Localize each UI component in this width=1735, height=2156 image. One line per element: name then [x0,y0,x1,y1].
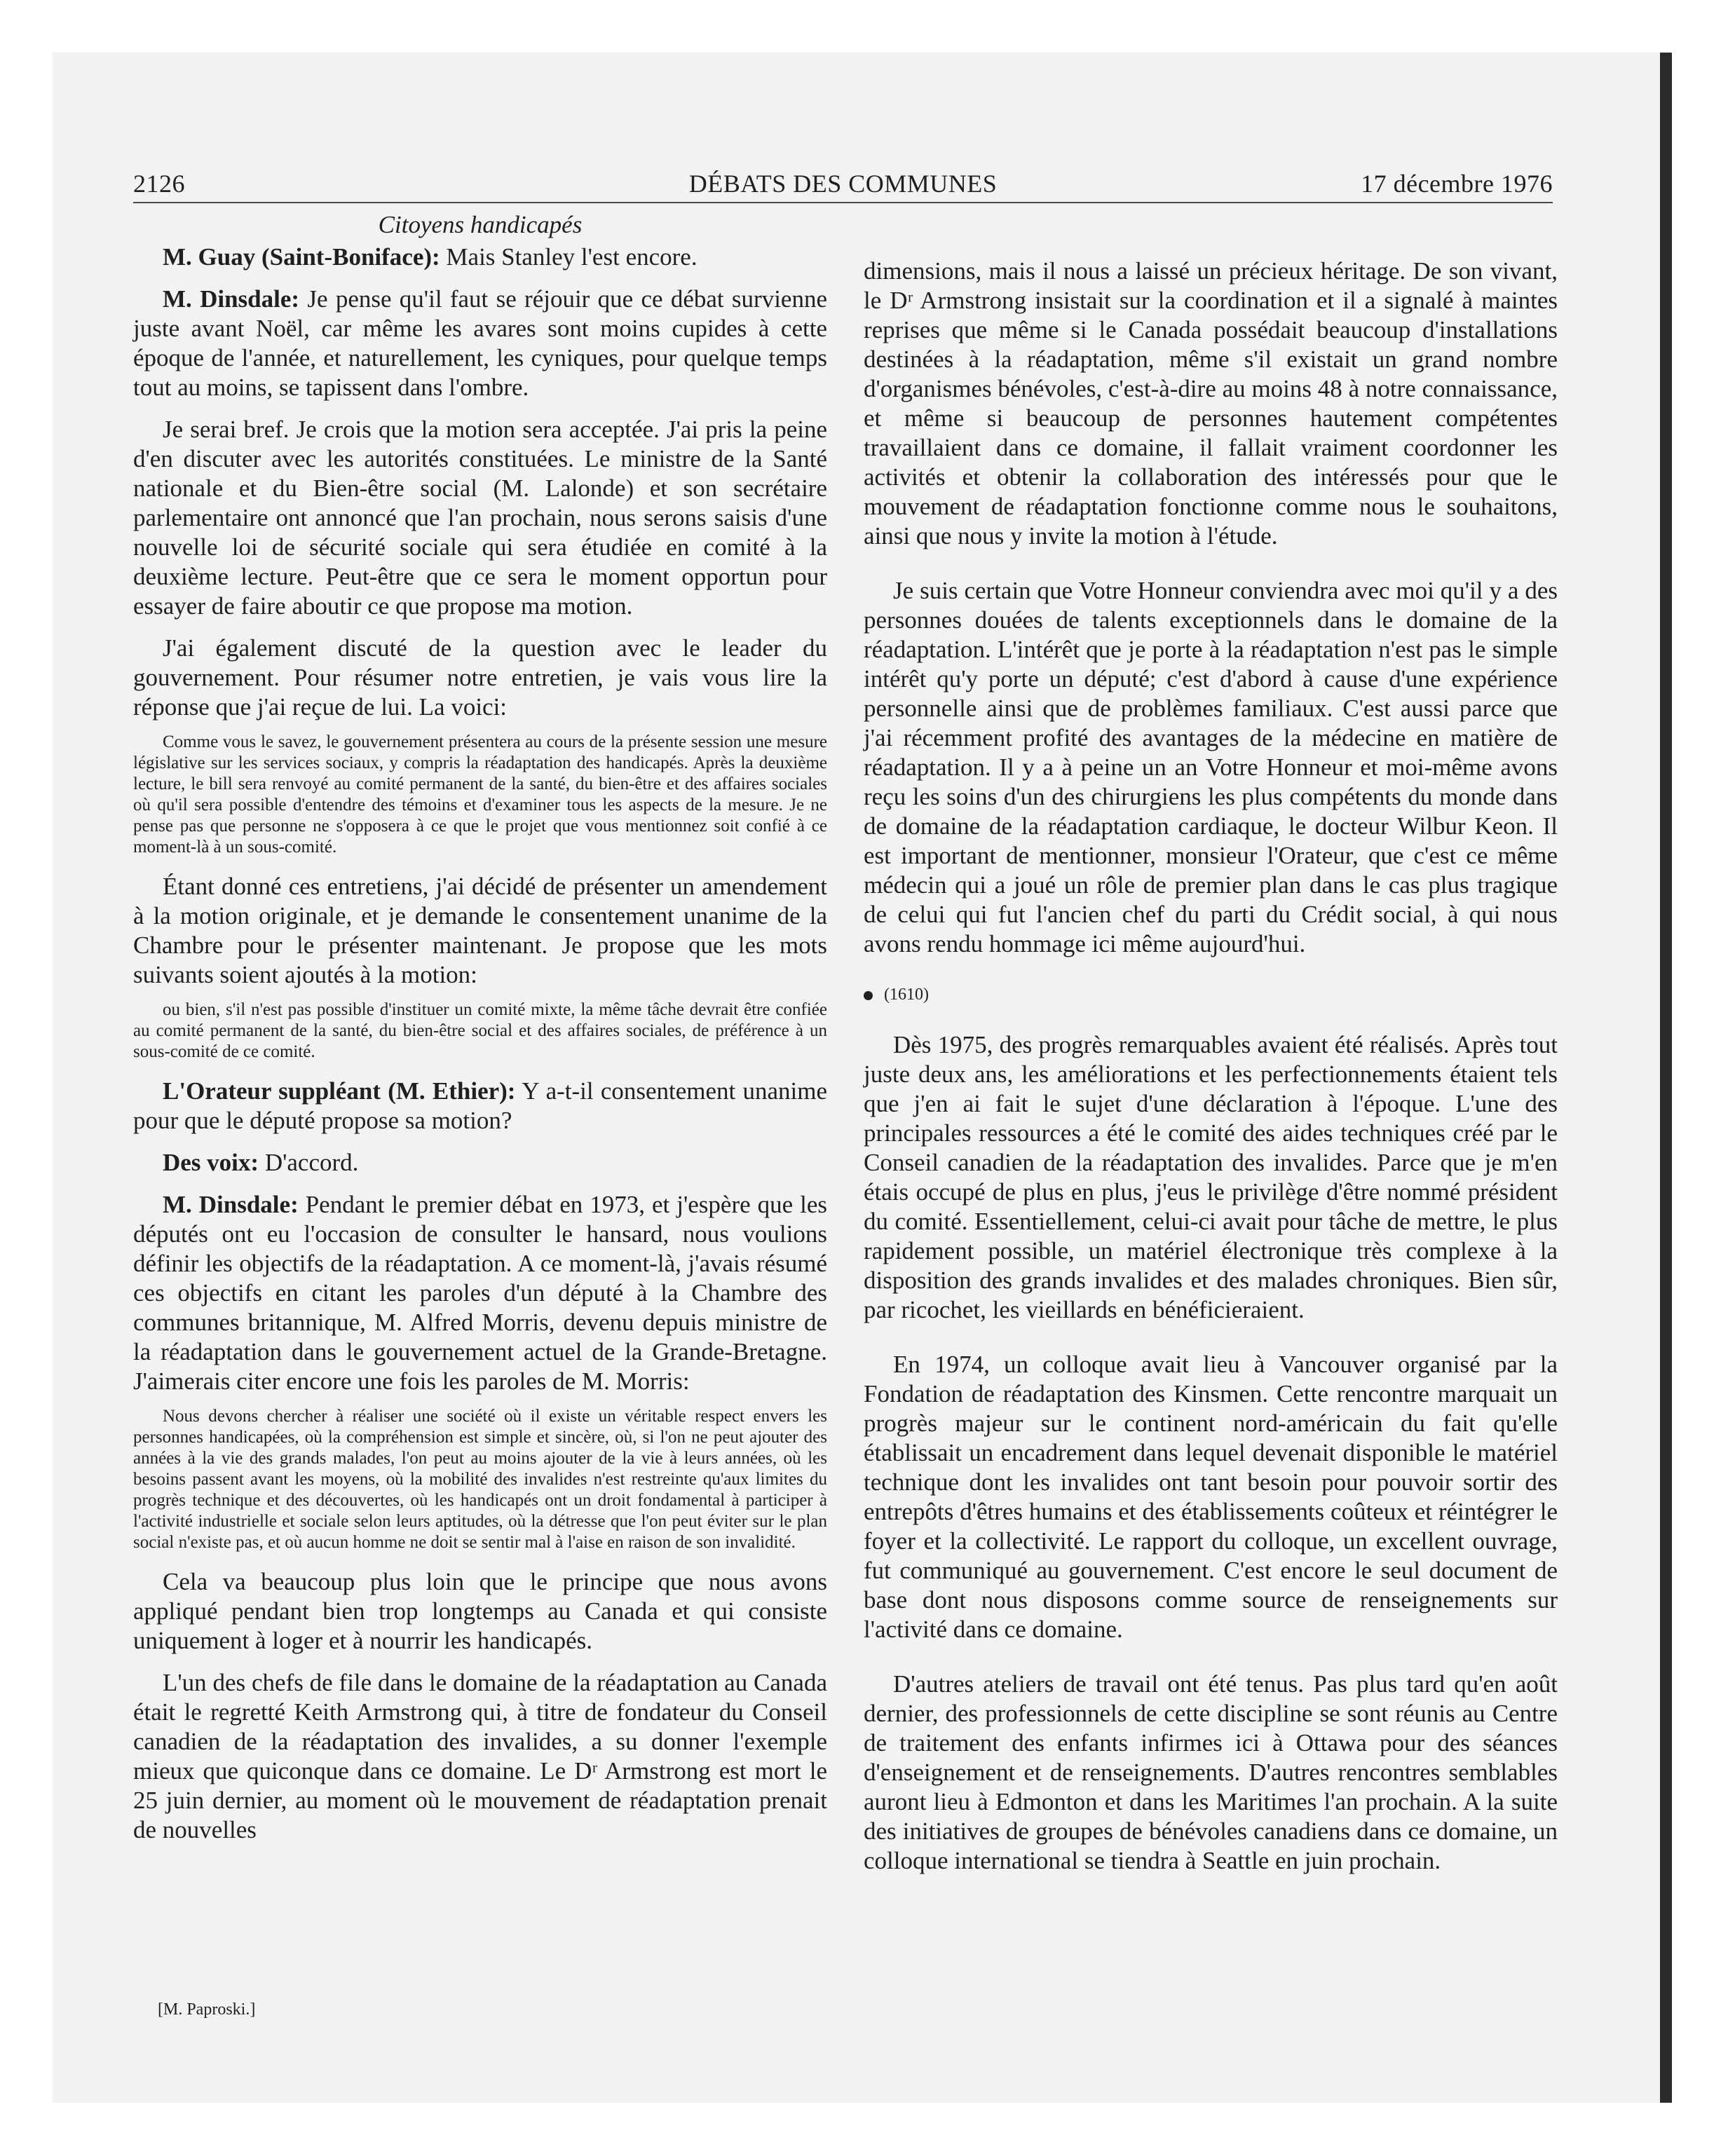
scan-edge [1660,53,1672,2103]
speaker-name: Des voix: [163,1149,259,1176]
paragraph-text: Mais Stanley l'est encore. [440,243,698,271]
paragraph: J'ai également discuté de la question avec le leader du gouvernement. Pour résumer notre entretien, je vais vous lire la réponse que j'ai reçue de lui. La voici: [133,634,827,721]
speaker-name: M. Guay (Saint-Boniface): [163,243,440,271]
speaker-footnote: [M. Paproski.] [158,2000,256,2019]
paragraph: Étant donné ces entretiens, j'ai décidé de présenter un amendement à la motion originale, et je demande le consentement unanime de la Chambre pour le présenter maintenant. Je propose que les mots suivants soient ajoutés à la motion: [133,873,827,988]
block-quote: ou bien, s'il n'est pas possible d'instituer un comité mixte, la même tâche devrait être confiée au comité permanent de la santé, du bien-être social et des affaires sociales, de préférence à un sous-comité de ce comité. [133,1000,827,1061]
page-header [133,167,1553,203]
publication-title: DÉBATS DES COMMUNES [688,170,998,198]
bullet-icon [864,991,873,1000]
paragraph: Cela va beaucoup plus loin que le principe que nous avons appliqué pendant bien trop longtemps au Canada et qui consiste uniquement à loger et à nourrir les handicapés. [133,1568,827,1654]
paragraph-text: Y a-t-il consentement unanime pour que le député propose sa motion? [133,1077,827,1134]
paragraph [133,1190,827,1396]
paragraph [133,285,827,402]
paragraph: Je suis certain que Votre Honneur conviendra avec moi qu'il y a des personnes douées de talents exceptionnels dans le domaine de la réadaptation. L'intérêt que je porte à la réadaptation n'est pas le simple intérêt qu'y porte un député; c'est d'abord à cause d'une expérience personnelle ainsi que de problèmes familiaux. C'est aussi parce que j'ai récemment profité des avantages de la médecine en matière de réadaptation. Il y a à peine un an Votre Honneur et moi-même avons reçu les soins d'un des chirurgiens les plus compétents du monde dans de domaine de la réadaptation cardiaque, le docteur Wilbur Keon. Il est important de mentionner, monsieur l'Orateur, que c'est ce même médecin qui a joué un rôle de premier plan dans le cas plus tragique de celui qui fut l'ancien chef du parti du Crédit social, à qui nous avons rendu hommage ici même aujourd'hui. [864,577,1558,957]
time-marker [864,984,1558,1005]
paragraph-text: Je pense qu'il faut se réjouir que ce débat survienne juste avant Noël, car même les avares sont moins cupides à cette époque de l'année, et naturellement, les cyniques, pour quelque temps tout au moins, se tapissent dans l'ombre. [133,285,828,401]
speaker-name: M. Dinsdale: [163,1191,299,1218]
paragraph: D'autres ateliers de travail ont été tenus. Pas plus tard qu'en août dernier, des professionnels de cette discipline se sont réunis au Centre de traitement des enfants infirmes ici à Ottawa pour des séances d'enseignement et de renseignements. D'autres rencontres semblables auront lieu à Edmonton et dans les Maritimes l'an prochain. A la suite des initiatives de groupes de bénévoles canadiens dans ce domaine, un colloque international se tiendra à Seattle en juin prochain. [864,1670,1558,1874]
block-quote: Nous devons chercher à réaliser une société où il existe un véritable respect envers les personnes handicapées, où la compréhension est simple et sincère, où, si l'on ne peut ajouter des années à la vie des grands malades, l'on peut au moins ajouter de la vie à leurs années, où les besoins passent avant les moyens, où la mobilité des invalides n'est restreinte qu'aux limites du progrès technique et des découvertes, où les handicapés ont un droit fondamental à participer à l'activité industrielle et sociale selon leurs aptitudes, où la détresse que l'on peut éviter sur le plan social n'existe pas, et où aucun homme ne doit se sentir mal à l'aise en raison de son invalidité. [133,1407,827,1552]
paragraph: Je serai bref. Je crois que la motion sera acceptée. J'ai pris la peine d'en discuter avec les autorités constituées. Le ministre de la Santé nationale et du Bien-être social (M. Lalonde) et son secrétaire parlementaire ont annoncé que l'an prochain, nous serons saisis d'une nouvelle loi de sécurité sociale qui sera étudiée en comité à la deuxième lecture. Peut-être que ce sera le moment opportun pour essayer de faire aboutir ce que propose ma motion. [133,416,827,620]
paragraph: Dès 1975, des progrès remarquables avaient été réalisés. Après tout juste deux ans, les améliorations et les perfectionnements étaient tels que j'en ai fait le sujet d'une déclaration à l'époque. L'une des principales ressources a été le comité des aides techniques créé par le Conseil canadien de la réadaptation des invalides. Parce que je m'en étais occupé de plus en plus, j'eus le privilège d'être nommé président du comité. Essentiellement, celui-ci avait pour tâche de mettre, le plus rapidement possible, un matériel électronique très complexe à la disposition des grands invalides et des malades chroniques. Bien sûr, par ricochet, les vieillards en bénéficieraient. [864,1031,1558,1323]
paragraph: L'un des chefs de file dans le domaine de la réadaptation au Canada était le regretté Keith Armstrong qui, à titre de fondateur du Conseil canadien de la réadaptation des invalides, a su donner l'exemple mieux que quiconque dans ce domaine. Le Dʳ Armstrong est mort le 25 juin dernier, au moment où le mouvement de réadaptation prenait de nouvelles [133,1669,827,1843]
page-number: 2126 [133,170,185,198]
paragraph-text: Pendant le premier débat en 1973, et j'espère que les députés ont eu l'occasion de consulter le hansard, nous voulions définir les objectifs de la réadaptation. A ce moment-là, j'avais résumé ces objectifs en citant les paroles d'un député à la Chambre des communes britannique, M. Alfred Morris, devenu depuis ministre de la réadaptation dans le gouvernement actuel de la Grande-Bretagne. J'aimerais citer encore une fois les paroles de M. Morris: [133,1191,827,1395]
page-date: 17 décembre 1976 [1361,170,1553,198]
paragraph [133,1148,827,1178]
paragraph [133,1077,827,1135]
paragraph: dimensions, mais il nous a laissé un précieux héritage. De son vivant, le Dʳ Armstrong insistait sur la coordination et il a signalé à maintes reprises que même si le Canada possédait beaucoup d'installations destinées à la réadaptation, même s'il existait un grand nombre d'organismes bénévoles, c'est-à-dire au moins 48 à notre connaissance, et même si beaucoup de personnes hautement compétentes travaillaient dans ce domaine, il fallait vraiment coordonner les activités et obtenir la collaboration des intéressés pour que le mouvement de réadaptation fonctionne comme nous le souhaitons, ainsi que nous y invite la motion à l'étude. [864,257,1558,550]
paragraph-text: D'accord. [259,1149,359,1176]
paragraph: En 1974, un colloque avait lieu à Vancouver organisé par la Fondation de réadaptation des Kinsmen. Cette rencontre marquait un progrès majeur sur le continent nord-américain du fait qu'elle établissait un encadrement dans lequel devenait disponible le matériel technique dont les invalides ont tant besoin pour pouvoir sortir des entrepôts d'êtres humains et des établissements coûteux et réintégrer le foyer et la collectivité. Le rapport du colloque, un excellent ouvrage, fut communiqué au gouvernement. C'est encore le seul document de base dont nous disposons comme source de renseignements sur l'activité dans ce domaine. [864,1351,1558,1643]
paragraph [133,243,827,272]
left-column [133,210,827,1845]
block-quote: Comme vous le savez, le gouvernement présentera au cours de la présente session une mesure législative sur les services sociaux, y compris la réadaptation des handicapés. Après la deuxième lecture, le bill sera renvoyé au comité permanent de la santé, du bien-être et des affaires sociales où qu'il sera possible d'entendre des témoins et d'examiner tous les aspects de la mesure. Je ne pense pas que personne ne s'opposera à ce que le projet que vous mentionnez soit confié à ce moment-là à un sous-comité. [133,732,827,857]
speaker-name: M. Dinsdale: [163,285,300,313]
speaker-name: L'Orateur suppléant (M. Ethier): [163,1077,516,1105]
section-title: Citoyens handicapés [378,211,583,238]
time-marker-text: (1610) [884,985,929,1004]
right-column [864,257,1558,1876]
